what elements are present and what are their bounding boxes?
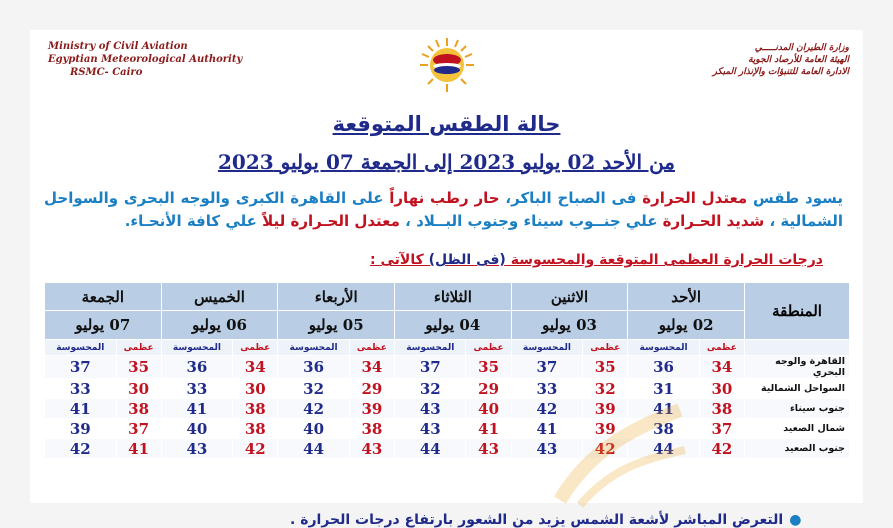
header-line: الهيئة العامة للأرصاد الجوية (748, 55, 849, 65)
feels-like-cell: 37 (45, 356, 117, 379)
max-temp-header: عظمى (583, 340, 628, 356)
date-header: 02 يوليو (628, 311, 745, 340)
summary-text: على القاهرة الكبرى والوجه البحرى والسواحل الشمالية ، (44, 189, 843, 230)
feels-like-cell: 42 (511, 399, 582, 419)
feels-like-cell: 43 (395, 419, 466, 439)
max-temp-cell: 40 (466, 399, 511, 419)
feels-like-cell: 32 (395, 379, 466, 399)
feels-like-header: المحسوسة (511, 340, 582, 356)
feels-like-cell: 40 (161, 419, 232, 439)
region-header: المنطقة (745, 283, 850, 340)
date-header: 06 يوليو (161, 311, 278, 340)
region-row (45, 439, 850, 459)
feels-like-cell: 38 (628, 419, 699, 439)
day-header: الاثنين (511, 283, 628, 311)
summary-text: علي جنــوب سيناء وجنوب البــلاد ، (399, 212, 663, 230)
caption-shade: (فى الظل) (428, 252, 506, 268)
day-header: الخميس (161, 283, 278, 311)
weather-summary (44, 187, 843, 233)
date-header: 03 يوليو (511, 311, 628, 340)
feels-like-cell: 41 (628, 399, 699, 419)
feels-like-header: المحسوسة (395, 340, 466, 356)
header-line: Ministry of Civil Aviation (48, 41, 188, 52)
max-temp-cell: 42 (233, 439, 278, 459)
max-temp-cell: 34 (349, 356, 394, 379)
day-header: الأحد (628, 283, 745, 311)
sun-exposure-note (290, 512, 801, 528)
ema-logo-icon (418, 36, 476, 94)
feels-like-cell: 41 (511, 419, 582, 439)
day-header: الأربعاء (278, 283, 395, 311)
max-temp-cell: 38 (233, 399, 278, 419)
header-line: وزارة الطيران المدنـــــي (754, 43, 849, 53)
forecast-table-wrapper (44, 282, 850, 459)
max-temp-header: عظمى (699, 340, 744, 356)
max-temp-cell: 42 (583, 439, 628, 459)
date-header: 04 يوليو (395, 311, 512, 340)
table-caption (370, 252, 823, 268)
feels-like-cell: 42 (45, 439, 117, 459)
region-name: شمال الصعيد (745, 419, 850, 439)
summary-text: يسود طقس (747, 189, 844, 207)
region-row (45, 399, 850, 419)
feels-like-cell: 40 (278, 419, 349, 439)
region-row (45, 419, 850, 439)
caption-text: درجات الحرارة العظمى المتوقعة والمحسوسة (505, 252, 823, 268)
feels-like-cell: 44 (395, 439, 466, 459)
max-temp-cell: 39 (583, 419, 628, 439)
feels-like-cell: 43 (161, 439, 232, 459)
date-header: 05 يوليو (278, 311, 395, 340)
feels-like-cell: 36 (278, 356, 349, 379)
feels-like-cell: 33 (45, 379, 117, 399)
max-temp-cell: 38 (233, 419, 278, 439)
feels-like-cell: 33 (161, 379, 232, 399)
summary-text: فى الصباح الباكر، (499, 189, 643, 207)
day-header: الجمعة (45, 283, 162, 311)
feels-like-header: المحسوسة (45, 340, 117, 356)
max-temp-cell: 35 (116, 356, 161, 379)
bulletin-page (30, 30, 863, 528)
summary-highlight: شديد الحـرارة (662, 212, 765, 230)
region-name: القاهرة والوجه البحري (745, 356, 850, 379)
max-temp-cell: 43 (349, 439, 394, 459)
max-temp-cell: 39 (349, 399, 394, 419)
region-subheader (745, 340, 850, 356)
max-temp-cell: 30 (116, 379, 161, 399)
max-temp-header: عظمى (233, 340, 278, 356)
max-temp-cell: 43 (466, 439, 511, 459)
feels-like-cell: 36 (161, 356, 232, 379)
region-row (45, 379, 850, 399)
max-temp-header: عظمى (349, 340, 394, 356)
feels-like-cell: 36 (628, 356, 699, 379)
feels-like-cell: 37 (395, 356, 466, 379)
feels-like-cell: 43 (395, 399, 466, 419)
max-temp-cell: 37 (116, 419, 161, 439)
max-temp-cell: 30 (699, 379, 744, 399)
feels-like-cell: 33 (511, 379, 582, 399)
feels-like-cell: 39 (45, 419, 117, 439)
max-temp-cell: 41 (466, 419, 511, 439)
summary-highlight: معتدل الحـرارة ليلاً (262, 212, 400, 230)
max-temp-cell: 41 (116, 439, 161, 459)
caption-text: كالآتى : (370, 252, 429, 268)
bulletin-title: حالة الطقس المتوقعة (332, 112, 561, 136)
forecast-period: من الأحد 02 يوليو 2023 إلى الجمعة 07 يوليو 2023 (217, 150, 675, 174)
max-temp-header: عظمى (116, 340, 161, 356)
region-name: جنوب سيناء (745, 399, 850, 419)
max-temp-cell: 42 (699, 439, 744, 459)
feels-like-cell: 32 (278, 379, 349, 399)
summary-text: علي كافة الأنحـاء. (124, 212, 263, 230)
summary-highlight: حار رطب نهاراً (389, 189, 500, 207)
max-temp-cell: 38 (349, 419, 394, 439)
date-header: 07 يوليو (45, 311, 162, 340)
feels-like-cell: 41 (161, 399, 232, 419)
max-temp-cell: 35 (466, 356, 511, 379)
max-temp-cell: 32 (583, 379, 628, 399)
region-name: جنوب الصعيد (745, 439, 850, 459)
max-temp-cell: 34 (233, 356, 278, 379)
ministry-header-english (48, 40, 242, 79)
feels-like-cell: 42 (278, 399, 349, 419)
max-temp-cell: 39 (583, 399, 628, 419)
header-line: RSMC- Cairo (70, 67, 143, 78)
feels-like-cell: 44 (628, 439, 699, 459)
region-row (45, 356, 850, 379)
header-line: الادارة العامة للتنبؤات والإنذار المبكر (712, 67, 849, 77)
header-line: Egyptian Meteorological Authority (48, 54, 243, 65)
feels-like-cell: 37 (511, 356, 582, 379)
max-temp-cell: 34 (699, 356, 744, 379)
bullet-icon: ● (789, 512, 802, 528)
feels-like-header: المحسوسة (628, 340, 699, 356)
max-temp-cell: 38 (699, 399, 744, 419)
max-temp-cell: 30 (233, 379, 278, 399)
feels-like-cell: 44 (278, 439, 349, 459)
summary-highlight: معتدل الحرارة (642, 189, 748, 207)
day-header: الثلاثاء (395, 283, 512, 311)
max-temp-cell: 38 (116, 399, 161, 419)
feels-like-header: المحسوسة (161, 340, 232, 356)
max-temp-cell: 35 (583, 356, 628, 379)
feels-like-cell: 41 (45, 399, 117, 419)
max-temp-cell: 29 (349, 379, 394, 399)
max-temp-cell: 37 (699, 419, 744, 439)
region-name: السواحل الشمالية (745, 379, 850, 399)
feels-like-cell: 43 (511, 439, 582, 459)
note-text: التعرض المباشر لأشعة الشمس يزيد من الشعور بارتفاع درجات الحرارة . (290, 512, 784, 528)
ministry-header-arabic (713, 42, 849, 78)
max-temp-cell: 29 (466, 379, 511, 399)
max-temp-header: عظمى (466, 340, 511, 356)
forecast-table (44, 282, 850, 459)
feels-like-cell: 31 (628, 379, 699, 399)
feels-like-header: المحسوسة (278, 340, 349, 356)
